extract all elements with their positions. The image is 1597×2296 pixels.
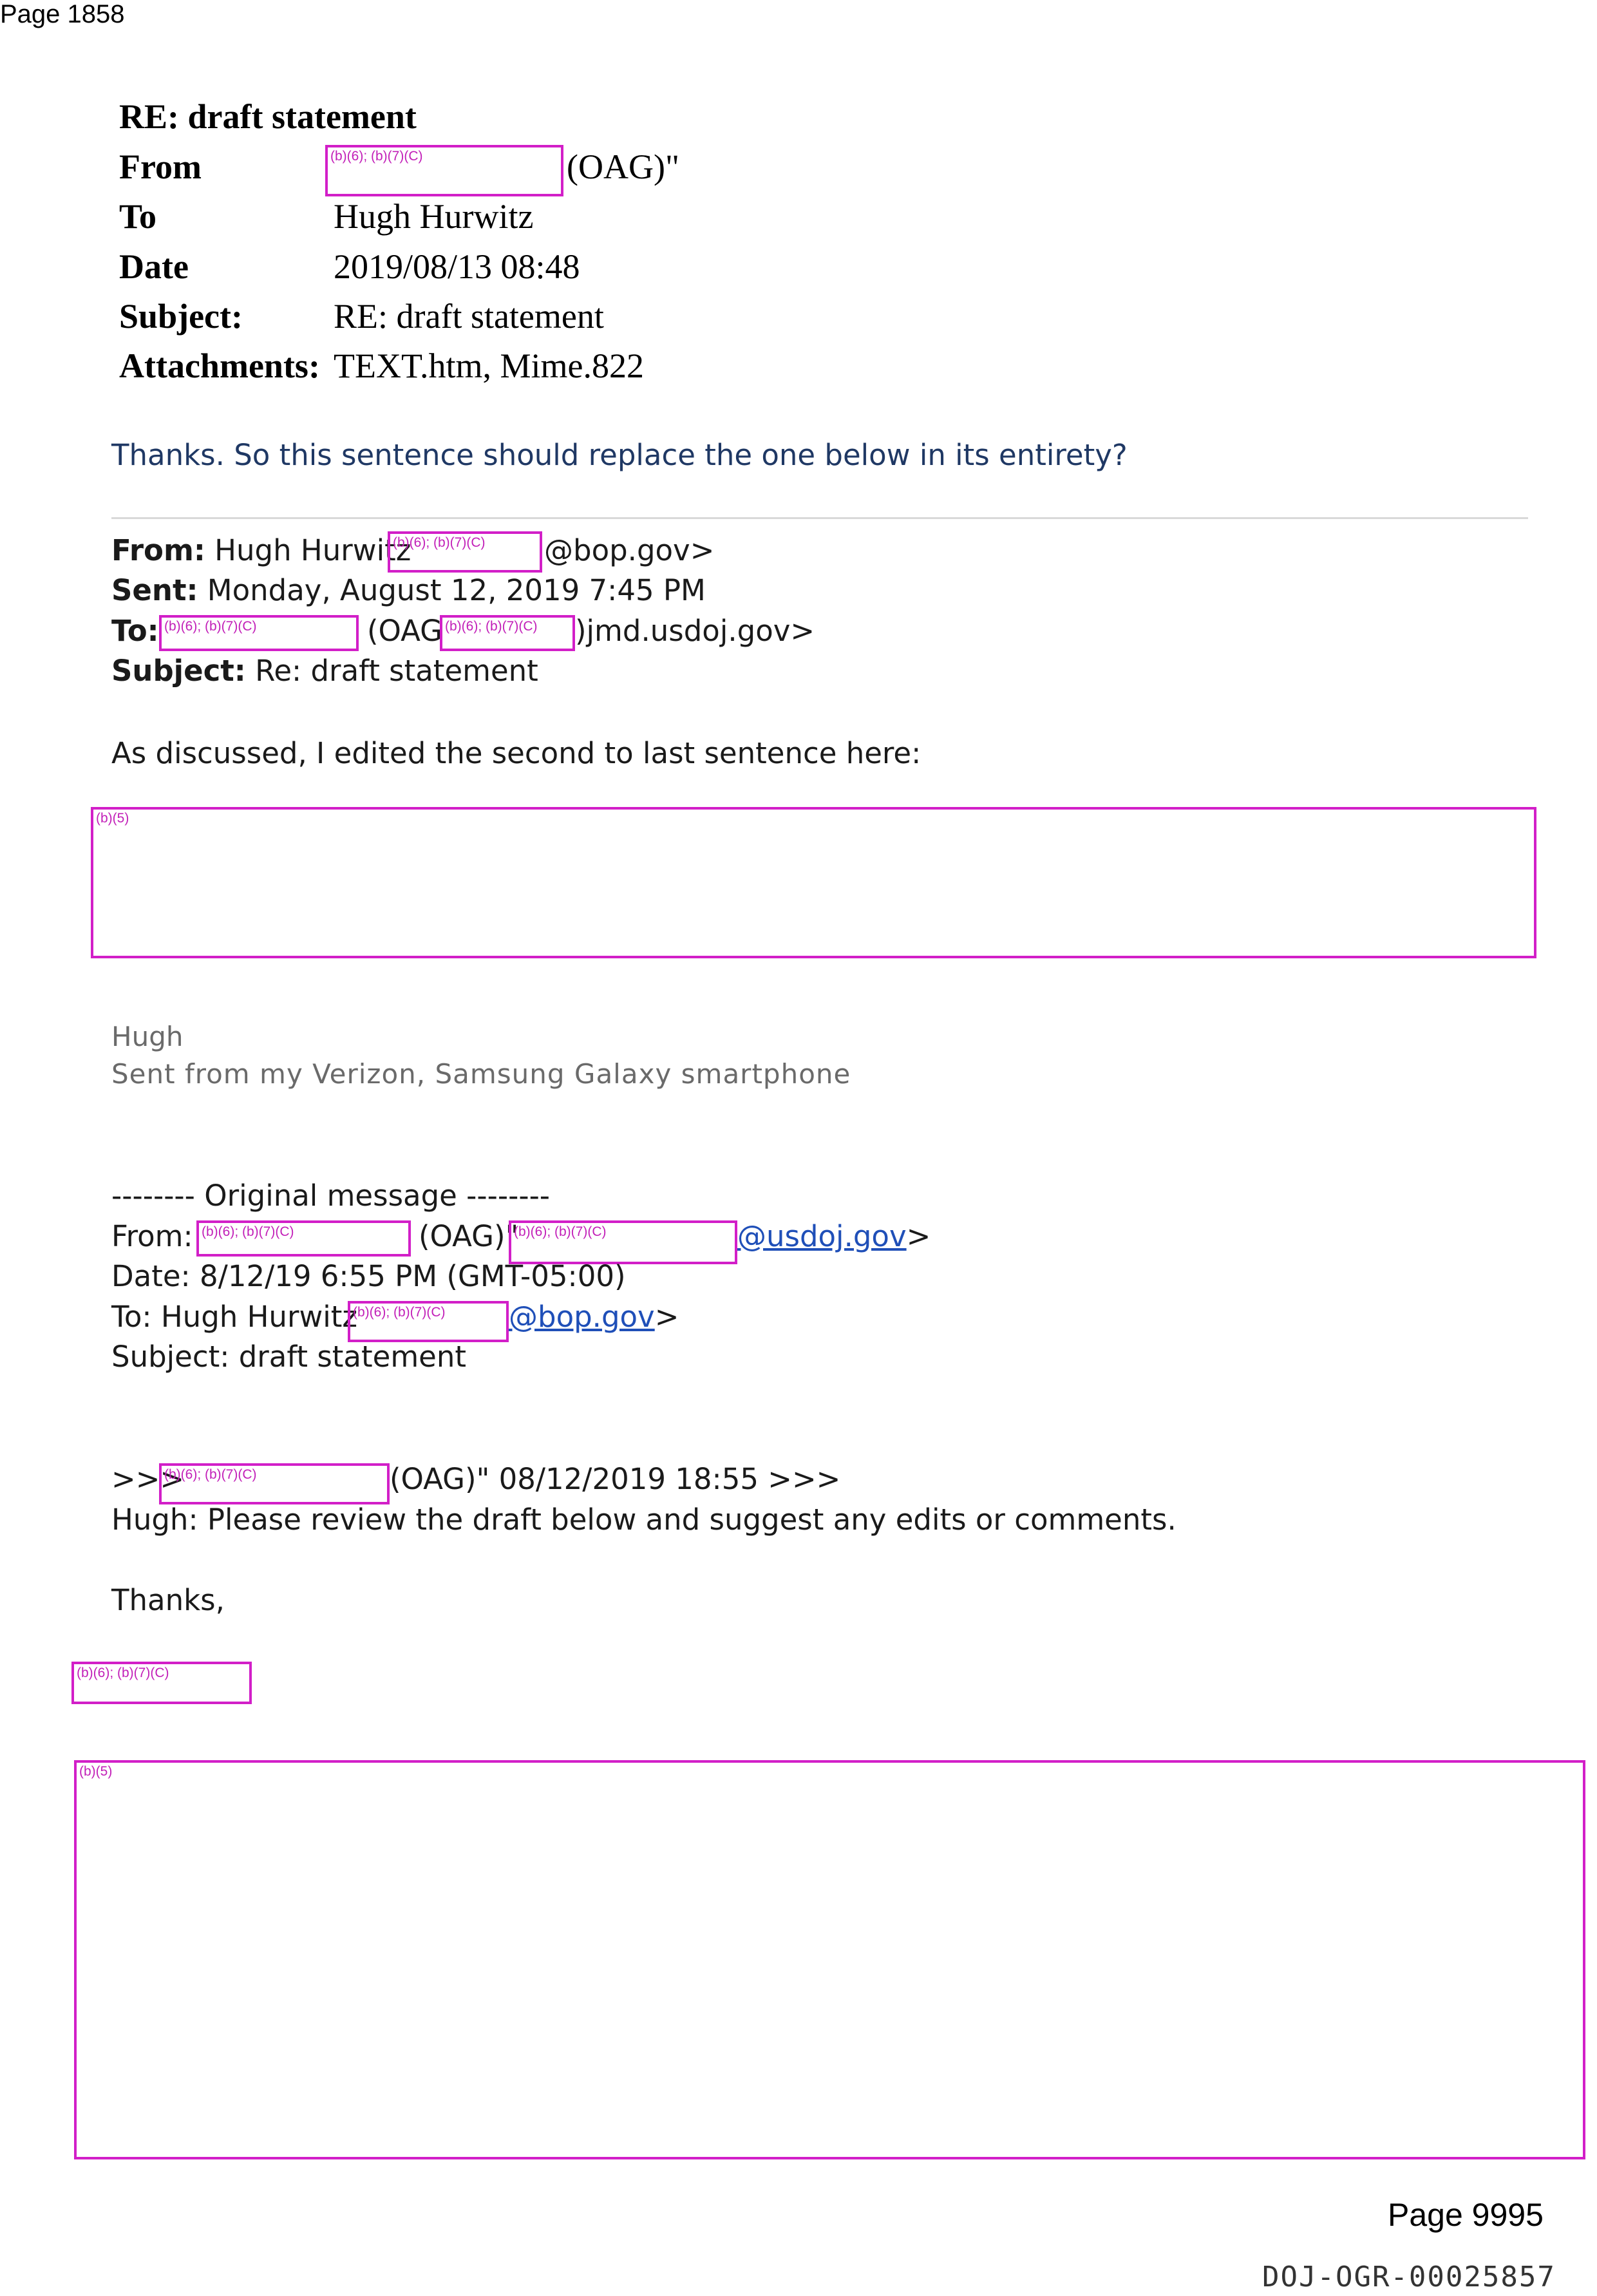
quoted-header: (OAG)" 08/12/2019 18:55 >>> [390,1462,841,1496]
date-label: Date [119,247,189,286]
redaction-box-personal: (b)(6); (b)(7)(C) [325,145,563,196]
redaction-box-personal: (b)(6); (b)(7)(C) [159,615,359,651]
original-from-mid: (OAG)" [419,1219,519,1253]
quoted-thanks: Thanks, [111,1583,225,1617]
forward-from-domain: @bop.gov> [544,533,715,567]
redaction-box-personal: (b)(6); (b)(7)(C) [509,1220,737,1264]
email-link[interactable]: @bop.gov [509,1300,655,1334]
redaction-box-personal: (b)(6); (b)(7)(C) [388,531,542,573]
original-from-prefix: From: [111,1219,193,1253]
signature-name: Hugh [111,1021,184,1052]
to-label: To [119,197,157,236]
email-link[interactable]: @usdoj.gov [737,1219,907,1253]
redaction-box-deliberative: (b)(5) [74,1760,1585,2159]
original-divider: -------- Original message -------- [111,1179,551,1213]
original-from-email: @usdoj.gov> [737,1219,931,1253]
redaction-box-personal: (b)(6); (b)(7)(C) [196,1220,411,1257]
redaction-box-personal: (b)(6); (b)(7)(C) [71,1662,252,1704]
forward-to-mid: (OAG [367,614,443,648]
quoted-prefix: >>> [111,1462,185,1496]
page-number: Page 9995 [1388,2197,1544,2233]
quoted-body: Hugh: Please review the draft below and suggest any edits or comments. [111,1503,1176,1537]
forward-to-domain: )jmd.usdoj.gov> [575,614,815,648]
attachments-label: Attachments: [119,346,320,385]
from-suffix: (OAG)" [567,147,679,186]
attachments-value: TEXT.htm, Mime.822 [334,346,644,385]
forward-to-label: To: [111,614,159,648]
forward-subject-line: Subject: Re: draft statement [111,654,538,688]
redaction-box-personal: (b)(6); (b)(7)(C) [440,615,575,651]
discussed-text: As discussed, I edited the second to last sentence here: [111,736,921,770]
forward-sent-line: Sent: Monday, August 12, 2019 7:45 PM [111,573,706,607]
original-subject-line: Subject: draft statement [111,1340,467,1374]
date-value: 2019/08/13 08:48 [334,247,580,286]
subject-label: Subject: [119,297,243,336]
reply-text: Thanks. So this sentence should replace the one below in its entirety? [111,438,1128,472]
bates-number: DOJ-OGR-00025857 [1262,2261,1556,2293]
email-title: RE: draft statement [119,97,417,136]
page-top-label: Page 1858 [0,0,125,28]
forward-from-line: From: Hugh Hurwitz [111,533,411,567]
redaction-box-deliberative: (b)(5) [91,807,1536,958]
signature-device: Sent from my Verizon, Samsung Galaxy smartphone [111,1058,851,1090]
redaction-box-personal: (b)(6); (b)(7)(C) [159,1463,390,1504]
original-to-email: @bop.gov> [509,1300,679,1334]
original-to-prefix: To: Hugh Hurwitz [111,1300,358,1334]
subject-value: RE: draft statement [334,297,604,336]
divider-line [111,517,1528,519]
redaction-box-personal: (b)(6); (b)(7)(C) [348,1301,509,1342]
original-date-line: Date: 8/12/19 6:55 PM (GMT-05:00) [111,1259,626,1293]
from-label: From [119,147,202,186]
to-value: Hugh Hurwitz [334,197,534,236]
